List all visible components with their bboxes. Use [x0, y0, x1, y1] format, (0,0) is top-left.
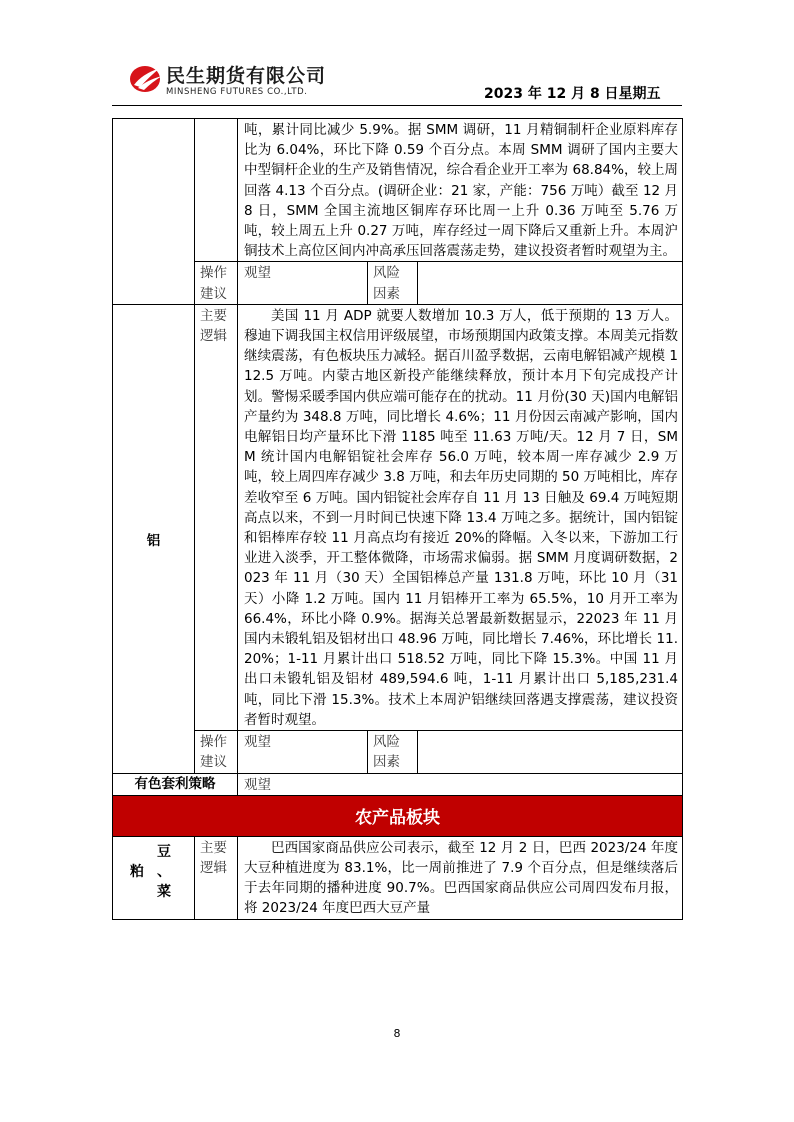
- soy-name-char-2: 粕: [130, 863, 144, 880]
- header-divider: [112, 105, 682, 106]
- agri-section-title: 农产品板块: [113, 795, 683, 836]
- copper-advice-value: 观望: [244, 265, 271, 282]
- soy-category-cell: [113, 836, 195, 919]
- strategy-value: 观望: [244, 776, 271, 793]
- soy-logic-row: [113, 836, 683, 919]
- aluminum-logic-text: 美国 11 月 ADP 就要人数增加 10.3 万人，低于预期的 13 万人。穆迪下调我国主权信用评级展望，市场预期国内政策支撑。本周美元指数继续震荡，有色板块压力减轻。据百川盈孚数据，云南电解铝减产规模 112.5 万吨。内蒙古地区新投产能继续释放，预计本月下旬完成投产计划。警惕采暖季国内供应端可能存在的扰动。11 月份(30 天)国内电解铝产量约为 348.8 万吨，同比增长 4.6%；11 月份因云南减产影响，国内电解铝日均产量环比下滑 1185 吨至 11.63 万吨/天。12 月 7 日，SMM 统计国内电解铝锭社会库存 56.0 万吨，较本周一库存减少 2.9 万吨，较上周四库存减少 3.8 万吨，和去年历史同期的 50 万吨相比，库存差收窄至 6 万吨。国内铝锭社会库存自 11 月 13 日触及 69.4 万吨短期高点以来，不到一月时间已快速下降 13.4 万吨之多。据统计，国内铝锭和铝棒库存较 11 月高点均有接近 20%的降幅。入冬以来，下游加工行业进入淡季，开工整体微降，市场需求偏弱。据 SMM 月度调研数据，2023 年 11 月（30 天）全国铝棒总产量 131.8 万吨，环比 10 月（31 天）小降 1.2 万吨。国内 11 月铝棒开工率为 65.5%，10 月开工率为 66.4%，环比小降 0.9%。据海关总署最新数据显示，22023 年 11 月国内未锻轧铝及铝材出口 48.96 万吨，同比增长 7.46%，环比增长 11.20%；1-11 月累计出口 518.52 万吨，同比下降 15.3%。中国 11 月出口未锻轧铝及铝材 489,594.6 吨，1-11 月累计出口 5,185,231.4 吨，同比下滑 15.3%。技术上本周沪铝继续回落遇支撑震荡，建议投资者暂时观望。: [244, 307, 679, 728]
- report-date: 2023 年 12 月 8 日星期五: [484, 86, 661, 102]
- aluminum-logic-label: 主要逻辑: [200, 307, 227, 345]
- copper-risk-label: 风险因素: [373, 265, 400, 302]
- copper-logic-row: [113, 119, 683, 262]
- copper-category-cell: [113, 119, 195, 305]
- copper-advice-label: 操作建议: [200, 265, 227, 302]
- aluminum-risk-value: [418, 731, 682, 732]
- strategy-row: [113, 773, 683, 795]
- soy-name-char-3: 、: [157, 863, 171, 880]
- aluminum-advice-label: 操作建议: [200, 734, 227, 771]
- agri-section-row: [113, 795, 683, 836]
- company-name-cn: 民生期货有限公司: [166, 65, 327, 87]
- minsheng-logo-icon: [128, 60, 164, 96]
- copper-logic-label-cell: [195, 119, 238, 262]
- strategy-label: 有色套利策略: [134, 775, 216, 792]
- soy-logic-text: 巴西国家商品供应公司表示，截至 12 月 2 日，巴西 2023/24 年度大豆种植进度为 83.1%，比一周前推进了 7.9 个百分点，但是继续落后于去年同期的播种进度 90.7%。巴西国家商品供应公司周四发布月报，将 2023/24 年度巴西大豆产量: [244, 839, 679, 917]
- commodity-table: [112, 118, 683, 920]
- page-number: 8: [393, 1027, 401, 1040]
- copper-advice-row: [113, 262, 683, 304]
- aluminum-advice-row: [113, 731, 683, 773]
- aluminum-risk-label: 风险因素: [373, 734, 400, 771]
- copper-risk-value: [418, 262, 682, 263]
- aluminum-advice-value: 观望: [244, 734, 271, 751]
- soy-name-char-1: 豆: [157, 843, 171, 860]
- company-name-en: MINSHENG FUTURES CO.,LTD.: [166, 87, 308, 97]
- soy-name-char-4: 菜: [157, 883, 171, 900]
- company-logo: [128, 60, 368, 100]
- aluminum-logic-row: [113, 304, 683, 730]
- soy-logic-label: 主要逻辑: [200, 839, 227, 876]
- copper-logic-text: 吨，累计同比减少 5.9%。据 SMM 调研，11 月精铜制杆企业原料库存比为 6.04%，环比下降 0.59 个百分点。本周 SMM 调研了国内主要大中型铜杆企业的生产及销售情况，综合看企业开工率为 68.84%，较上周回落 4.13 个百分点。(调研企业：21 家，产能：756 万吨）截至 12 月 8 日，SMM 全国主流地区铜库存环比周一上升 0.36 万吨至 5.76 万吨，较上周五上升 0.27 万吨，库存经过一周下降后又重新上升。本周沪铜技术上高位区间内冲高承压回落震荡走势，建议投资者暂时观望为主。: [244, 122, 679, 260]
- aluminum-category: 铝: [113, 304, 195, 773]
